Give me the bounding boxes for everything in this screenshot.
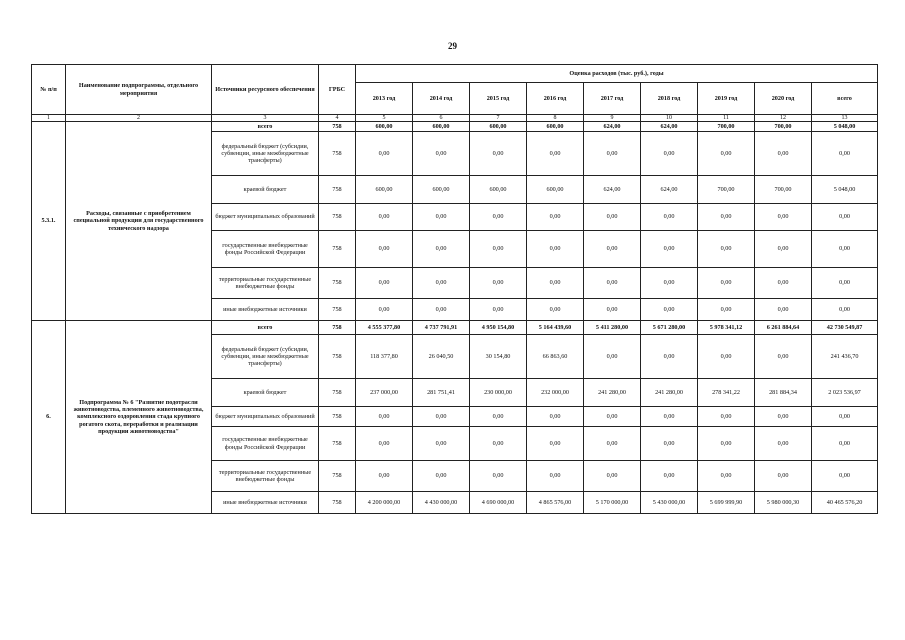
- column-number: 8: [527, 115, 584, 122]
- year-value: 0,00: [584, 407, 641, 427]
- funding-source: краевой бюджет: [212, 379, 319, 407]
- year-value: 0,00: [584, 299, 641, 321]
- column-number: 4: [319, 115, 356, 122]
- header-year: 2013 год: [356, 83, 413, 115]
- table-row: [32, 321, 878, 335]
- year-value: 700,00: [698, 176, 755, 204]
- year-value: 0,00: [527, 299, 584, 321]
- year-value: 0,00: [755, 132, 812, 176]
- year-value: 4 555 377,80: [356, 321, 413, 335]
- year-value: 600,00: [413, 176, 470, 204]
- year-value: 0,00: [641, 132, 698, 176]
- year-value: 4 950 154,80: [470, 321, 527, 335]
- year-value: 0,00: [698, 204, 755, 231]
- year-value: 600,00: [470, 176, 527, 204]
- total-value: 5 048,00: [812, 122, 878, 132]
- total-value: 0,00: [812, 299, 878, 321]
- year-value: 0,00: [698, 461, 755, 492]
- year-value: 232 000,00: [527, 379, 584, 407]
- year-value: 30 154,80: [470, 335, 527, 379]
- year-value: 66 863,60: [527, 335, 584, 379]
- funding-source: бюджет муниципальных образований: [212, 407, 319, 427]
- total-value: 42 730 549,87: [812, 321, 878, 335]
- column-number: 13: [812, 115, 878, 122]
- year-value: 0,00: [527, 268, 584, 299]
- header-year: 2016 год: [527, 83, 584, 115]
- year-value: 0,00: [755, 299, 812, 321]
- column-number: 6: [413, 115, 470, 122]
- year-value: 0,00: [413, 299, 470, 321]
- year-value: 624,00: [641, 176, 698, 204]
- year-value: 4 200 000,00: [356, 492, 413, 514]
- year-value: 0,00: [698, 132, 755, 176]
- year-value: 0,00: [413, 427, 470, 461]
- year-value: 0,00: [698, 335, 755, 379]
- funding-source: федеральный бюджет (субсидии, субвенции, иные межбюджетные трансферты): [212, 335, 319, 379]
- year-value: 0,00: [527, 132, 584, 176]
- year-value: 700,00: [755, 176, 812, 204]
- column-number: 3: [212, 115, 319, 122]
- funding-source: государственные внебюджетные фонды Российской Федерации: [212, 427, 319, 461]
- grbs-code: 758: [319, 321, 356, 335]
- grbs-code: 758: [319, 427, 356, 461]
- year-value: 600,00: [356, 176, 413, 204]
- header-grbs: ГРБС: [319, 65, 356, 115]
- year-value: 0,00: [584, 335, 641, 379]
- year-value: 0,00: [413, 132, 470, 176]
- total-value: 0,00: [812, 407, 878, 427]
- year-value: 0,00: [356, 132, 413, 176]
- year-value: 5 170 000,00: [584, 492, 641, 514]
- year-value: 26 040,50: [413, 335, 470, 379]
- year-value: 0,00: [527, 461, 584, 492]
- year-value: 4 865 576,00: [527, 492, 584, 514]
- year-value: 0,00: [470, 299, 527, 321]
- budget-table: [31, 64, 878, 514]
- year-value: 0,00: [641, 299, 698, 321]
- year-value: 0,00: [356, 427, 413, 461]
- year-value: 118 377,80: [356, 335, 413, 379]
- year-value: 6 261 884,64: [755, 321, 812, 335]
- year-value: 0,00: [755, 335, 812, 379]
- year-value: 0,00: [470, 231, 527, 268]
- grbs-code: 758: [319, 407, 356, 427]
- column-number: 7: [470, 115, 527, 122]
- total-value: 2 023 536,97: [812, 379, 878, 407]
- year-value: 624,00: [641, 122, 698, 132]
- year-value: 0,00: [527, 407, 584, 427]
- year-value: 5 699 999,90: [698, 492, 755, 514]
- year-value: 0,00: [755, 461, 812, 492]
- year-value: 0,00: [413, 231, 470, 268]
- year-value: 0,00: [641, 407, 698, 427]
- funding-source: всего: [212, 321, 319, 335]
- total-value: 0,00: [812, 427, 878, 461]
- year-value: 0,00: [755, 427, 812, 461]
- year-value: 0,00: [527, 427, 584, 461]
- year-value: 600,00: [527, 122, 584, 132]
- header-name: Наименование подпрограммы, отдельного мероприятия: [66, 65, 212, 115]
- year-value: 0,00: [641, 427, 698, 461]
- grbs-code: 758: [319, 335, 356, 379]
- year-value: 241 280,00: [641, 379, 698, 407]
- column-number: 10: [641, 115, 698, 122]
- header-year: всего: [812, 83, 878, 115]
- grbs-code: 758: [319, 461, 356, 492]
- year-value: 0,00: [356, 461, 413, 492]
- program-name: Подпрограмма № 6 "Развитие подотрасли животноводства, племенного животноводства, комплексного оздоровления стада крупного рогатого скота, переработки и реализации продукции животноводства": [66, 321, 212, 514]
- year-value: 0,00: [641, 231, 698, 268]
- funding-source: всего: [212, 122, 319, 132]
- year-value: 5 164 439,60: [527, 321, 584, 335]
- year-value: 0,00: [755, 268, 812, 299]
- column-number: 1: [32, 115, 66, 122]
- year-value: 624,00: [584, 176, 641, 204]
- year-value: 600,00: [413, 122, 470, 132]
- year-value: 0,00: [470, 461, 527, 492]
- funding-source: иные внебюджетные источники: [212, 492, 319, 514]
- header-year: 2017 год: [584, 83, 641, 115]
- column-number: 9: [584, 115, 641, 122]
- year-value: 0,00: [641, 204, 698, 231]
- year-value: 0,00: [698, 231, 755, 268]
- year-value: 0,00: [641, 268, 698, 299]
- header-estimate: Оценка расходов (тыс. руб.), годы: [356, 65, 878, 83]
- total-value: 0,00: [812, 231, 878, 268]
- year-value: 0,00: [698, 299, 755, 321]
- year-value: 0,00: [755, 407, 812, 427]
- grbs-code: 758: [319, 492, 356, 514]
- year-value: 4 690 000,00: [470, 492, 527, 514]
- year-value: 600,00: [356, 122, 413, 132]
- funding-source: федеральный бюджет (субсидии, субвенции, иные межбюджетные трансферты): [212, 132, 319, 176]
- header-year: 2018 год: [641, 83, 698, 115]
- year-value: 237 000,00: [356, 379, 413, 407]
- grbs-code: 758: [319, 268, 356, 299]
- column-number: 12: [755, 115, 812, 122]
- column-number: 11: [698, 115, 755, 122]
- grbs-code: 758: [319, 379, 356, 407]
- funding-source: бюджет муниципальных образований: [212, 204, 319, 231]
- row-number: 6.: [32, 321, 66, 514]
- year-value: 5 411 280,00: [584, 321, 641, 335]
- year-value: 0,00: [698, 268, 755, 299]
- year-value: 0,00: [755, 231, 812, 268]
- funding-source: иные внебюджетные источники: [212, 299, 319, 321]
- total-value: 0,00: [812, 204, 878, 231]
- grbs-code: 758: [319, 231, 356, 268]
- row-number: 5.3.1.: [32, 122, 66, 321]
- year-value: 0,00: [584, 204, 641, 231]
- year-value: 0,00: [413, 204, 470, 231]
- year-value: 0,00: [641, 335, 698, 379]
- funding-source: краевой бюджет: [212, 176, 319, 204]
- year-value: 0,00: [584, 427, 641, 461]
- grbs-code: 758: [319, 122, 356, 132]
- year-value: 0,00: [527, 231, 584, 268]
- year-value: 624,00: [584, 122, 641, 132]
- year-value: 241 280,00: [584, 379, 641, 407]
- year-value: 4 737 791,91: [413, 321, 470, 335]
- total-value: 5 048,00: [812, 176, 878, 204]
- header-year: 2015 год: [470, 83, 527, 115]
- year-value: 0,00: [470, 132, 527, 176]
- year-value: 0,00: [470, 427, 527, 461]
- year-value: 0,00: [584, 461, 641, 492]
- year-value: 0,00: [755, 204, 812, 231]
- year-value: 600,00: [470, 122, 527, 132]
- total-value: 0,00: [812, 461, 878, 492]
- header-source: Источники ресурсного обеспечения: [212, 65, 319, 115]
- year-value: 700,00: [755, 122, 812, 132]
- year-value: 0,00: [698, 427, 755, 461]
- table-row: [32, 122, 878, 132]
- year-value: 0,00: [356, 268, 413, 299]
- grbs-code: 758: [319, 132, 356, 176]
- program-name: Расходы, связанные с приобретением специальной продукции для государственного технического надзора: [66, 122, 212, 321]
- year-value: 0,00: [584, 231, 641, 268]
- header-year: 2020 год: [755, 83, 812, 115]
- grbs-code: 758: [319, 299, 356, 321]
- year-value: 0,00: [584, 132, 641, 176]
- year-value: 0,00: [470, 407, 527, 427]
- year-value: 0,00: [470, 268, 527, 299]
- year-value: 281 751,41: [413, 379, 470, 407]
- year-value: 0,00: [356, 299, 413, 321]
- year-value: 5 430 000,00: [641, 492, 698, 514]
- year-value: 0,00: [413, 461, 470, 492]
- page-number: 29: [448, 41, 457, 51]
- year-value: 0,00: [527, 204, 584, 231]
- grbs-code: 758: [319, 176, 356, 204]
- year-value: 0,00: [356, 204, 413, 231]
- year-value: 0,00: [413, 268, 470, 299]
- grbs-code: 758: [319, 204, 356, 231]
- year-value: 0,00: [698, 407, 755, 427]
- funding-source: территориальные государственные внебюджетные фонды: [212, 268, 319, 299]
- total-value: 40 465 576,20: [812, 492, 878, 514]
- year-value: 5 671 280,00: [641, 321, 698, 335]
- year-value: 0,00: [356, 231, 413, 268]
- header-year: 2014 год: [413, 83, 470, 115]
- funding-source: государственные внебюджетные фонды Российской Федерации: [212, 231, 319, 268]
- column-number: 2: [66, 115, 212, 122]
- year-value: 0,00: [470, 204, 527, 231]
- total-value: 241 436,70: [812, 335, 878, 379]
- year-value: 600,00: [527, 176, 584, 204]
- year-value: 0,00: [356, 407, 413, 427]
- total-value: 0,00: [812, 268, 878, 299]
- funding-source: территориальные государственные внебюджетные фонды: [212, 461, 319, 492]
- total-value: 0,00: [812, 132, 878, 176]
- year-value: 0,00: [413, 407, 470, 427]
- year-value: 0,00: [584, 268, 641, 299]
- year-value: 0,00: [641, 461, 698, 492]
- year-value: 5 980 000,30: [755, 492, 812, 514]
- header-year: 2019 год: [698, 83, 755, 115]
- year-value: 4 430 000,00: [413, 492, 470, 514]
- year-value: 281 884,34: [755, 379, 812, 407]
- year-value: 278 341,22: [698, 379, 755, 407]
- header-num: № п/п: [32, 65, 66, 115]
- year-value: 5 978 341,12: [698, 321, 755, 335]
- year-value: 700,00: [698, 122, 755, 132]
- year-value: 230 000,00: [470, 379, 527, 407]
- column-number: 5: [356, 115, 413, 122]
